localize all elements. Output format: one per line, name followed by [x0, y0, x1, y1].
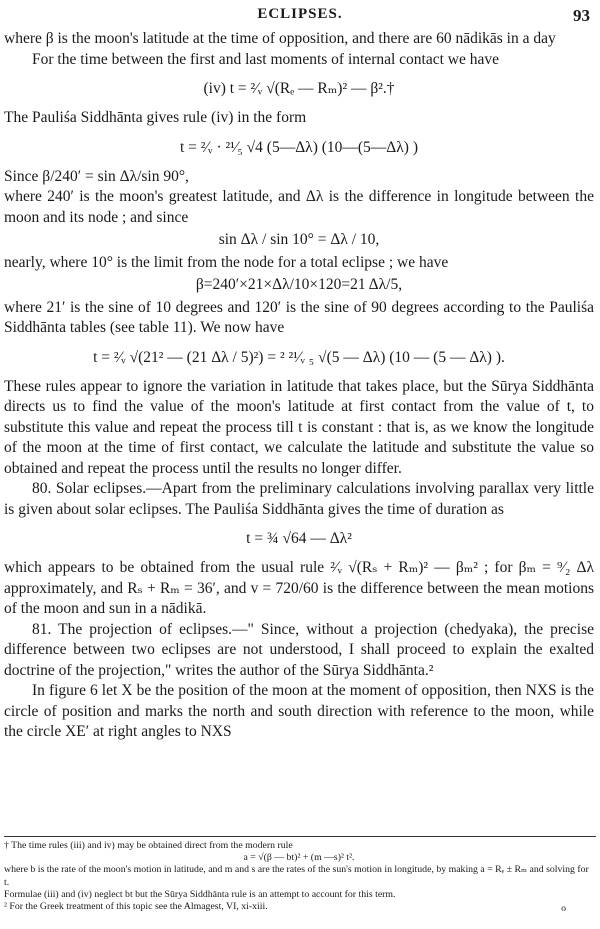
paragraph: which appears to be obtained from the usual rule ²⁄ᵥ √(Rₛ + Rₘ)² — βₘ² ; for βₘ = ⁹⁄₂ Δλ approximately, and Rₛ + Rₘ = 36′, and v = 720/60 is the difference between the mean motions of the moon and sun in a nādikā. [4, 559, 594, 617]
section-80-paragraph: 80. Solar eclipses.—Apart from the preliminary calculations involving parallax very little is given about solar eclipses. The Pauliśa Siddhānta gives the time of duration as [4, 480, 594, 518]
footnote: Formulae (iii) and (iv) neglect bt but the Sūrya Siddhānta rule is an attempt to account for this term. [4, 888, 396, 900]
paragraph: where β is the moon's latitude at the time of opposition, and there are 60 nādikās in a day [4, 30, 556, 47]
equation: β=240′×21×Δλ/10×120=21 Δλ/5, [195, 276, 403, 293]
footnote-equation: a = √(β — bt)² + (m —s)² t². [243, 852, 355, 864]
paragraph: These rules appear to ignore the variation in latitude that takes place, but the Sūrya Siddhānta directs us to find the value of the moon's latitude at first contact from the value of t, to substitute this value and repeat the process till t is constant : that is, as we know the longitude of the moon at the time of first contact, we calculate the latitude and substitute the value so obtained and repeat the process until the results no longer differ. [4, 377, 594, 477]
equation: sin Δλ / sin 10° = Δλ / 10, [218, 231, 380, 248]
page-number: 93 [573, 6, 590, 25]
equation: t = ¾ √64 — Δλ² [246, 530, 352, 547]
paragraph: where 21′ is the sine of 10 degrees and 120′ is the sine of 90 degrees according to the Pauliśa Siddhānta tables (see table 11). We now have [4, 298, 594, 336]
main-text [4, 29, 594, 743]
equation: t = ²⁄ᵥ · ²¹⁄₅ √4 (5—Δλ) (10—(5—Δλ) ) [180, 138, 418, 156]
running-header [0, 6, 600, 26]
equation: t = ²⁄ᵥ √(21² — (21 Δλ / 5)²) = ² ²¹⁄ᵥ ₅ √(5 — Δλ) (10 — (5 — Δλ) ). [93, 348, 505, 366]
footnote: ² For the Greek treatment of this topic see the Almagest, VI, xi-xiii. [4, 901, 268, 913]
signature-mark: o [561, 903, 566, 914]
equation: (iv) t = ²⁄ᵥ √(Rₑ — Rₘ)² — β².† [203, 80, 395, 97]
footnote: † The time rules (iii) and iv) may be obtained direct from the modern rule [4, 840, 293, 851]
paragraph: In figure 6 let X be the position of the moon at the moment of opposition, then NXS is the circle of position and marks the north and south direction with reference to the moon, while the circle XE′ at right angles to NXS [4, 682, 594, 740]
paragraph: nearly, where 10° is the limit from the node for a total eclipse ; we have [4, 253, 449, 271]
footnotes [4, 840, 594, 913]
running-title: ECLIPSES. [257, 6, 343, 22]
paragraph: Since β/240′ = sin Δλ/sin 90°, [4, 167, 189, 185]
section-81-paragraph: 81. The projection of eclipses.—" Since, without a projection (chedyaka), the precise difference between two eclipses are not understood, I shall proceed to explain the exalted doctrine of the projection," writes the author of the Sūrya Siddhānta.² [4, 620, 594, 679]
paragraph: For the time between the first and last moments of internal contact we have [32, 50, 500, 68]
paragraph: The Pauliśa Siddhānta gives rule (iv) in the form [4, 109, 307, 126]
footnote-divider [4, 836, 596, 837]
footnote: where b is the rate of the moon's motion in latitude, and m and s are the rates of the sun's motion in longitude, by making a = Rₑ ± Rₘ and solving for t. [4, 864, 589, 888]
paragraph: where 240′ is the moon's greatest latitude, and Δλ is the difference in longitude between the moon and its node ; and since [4, 188, 594, 226]
